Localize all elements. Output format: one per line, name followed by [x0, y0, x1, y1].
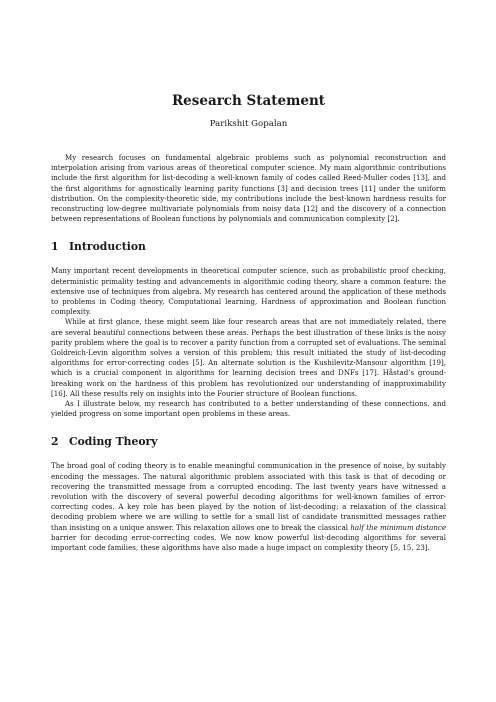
- body-paragraph: As I illustrate below, my research has contributed to a better understanding of these connections, and yielded progress on some important open problems in these areas.: [51, 399, 446, 419]
- paragraph-text: The broad goal of coding theory is to enable meaningful communication in the presence of noise, by suitably encoding the messages. The natural algorithmic problem associated with this task is that of decoding or recovering the transmitted message from a corrupted encoding. The last twenty years have witnessed a revolution with the discovery of several powerful decoding algorithms for well-known families of error-correcting codes. A key role has been played by the notion of list-decoding; a relaxation of the classical decoding problem where we are willing to settle for a small list of candidate transmitted messages rather than insisting on a unique answer. This relaxation allows one to break the classical: [51, 461, 446, 532]
- abstract-paragraph: My research focuses on fundamental algebraic problems such as polynomial reconstruction and interpolation arising from various areas of theoretical computer science. My main algorithmic contributions include the first algorithm for list-decoding a well-known family of codes called Reed-Muller codes [13], and the first algorithms for agnostically learning parity functions [3] and decision trees [11] under the uniform distribution. On the complexity-theoretic side, my contributions include the best-known hardness results for reconstructing low-degree multivariate polynomials from noisy data [12] and the discovery of a connection between representations of Boolean functions by polynomials and communication complexity [2].: [51, 153, 446, 224]
- section-number: 2: [51, 435, 59, 449]
- body-paragraph: [51, 461, 446, 553]
- section-body-coding-theory: [51, 461, 446, 553]
- italic-phrase: half the minimum distance: [350, 522, 446, 532]
- page-title: Research Statement: [171, 93, 326, 109]
- section-title: Introduction: [69, 240, 146, 254]
- paragraph-text: barrier for decoding error-correcting codes. We now know powerful list-decoding algorithms for several important code families, these algorithms have also made a huge impact on complexity theory [5, 15, 23].: [51, 532, 446, 553]
- body-paragraph: While at first glance, these might seem like four research areas that are not immediately related, there are several beautiful connections between these areas. Perhaps the best illustration of these links is the noisy parity problem where the goal is to recover a parity function from a corrupted set of evaluations. The seminal Goldreich-Levin algorithm solves a version of this problem; this result initiated the study of list-decoding algorithms for error-correcting codes [5]. An alternate solution is the Kushilevitz-Mansour algorithm [19], which is a crucial component in algorithms for learning decision trees and DNFs [17]. Håstad’s ground-breaking work on the hardness of this problem has revolutionized our understanding of inapproximability [16]. All these results rely on insights into the Fourier structure of Boolean functions.: [51, 317, 446, 398]
- author-name: Parikshit Gopalan: [209, 119, 288, 129]
- section-heading-introduction: [51, 240, 446, 254]
- section-heading-coding-theory: [51, 435, 446, 449]
- section-body-introduction: [51, 266, 446, 419]
- body-paragraph: Many important recent developments in theoretical computer science, such as probabilistic proof checking, deterministic primality testing and advancements in algorithmic coding theory, share a common feature: the extensive use of techniques from algebra. My research has centered around the application of these methods to problems in Coding theory, Computational learning, Hardness of approximation and Boolean function complexity.: [51, 266, 446, 317]
- section-title: Coding Theory: [69, 435, 158, 449]
- section-number: 1: [51, 240, 59, 254]
